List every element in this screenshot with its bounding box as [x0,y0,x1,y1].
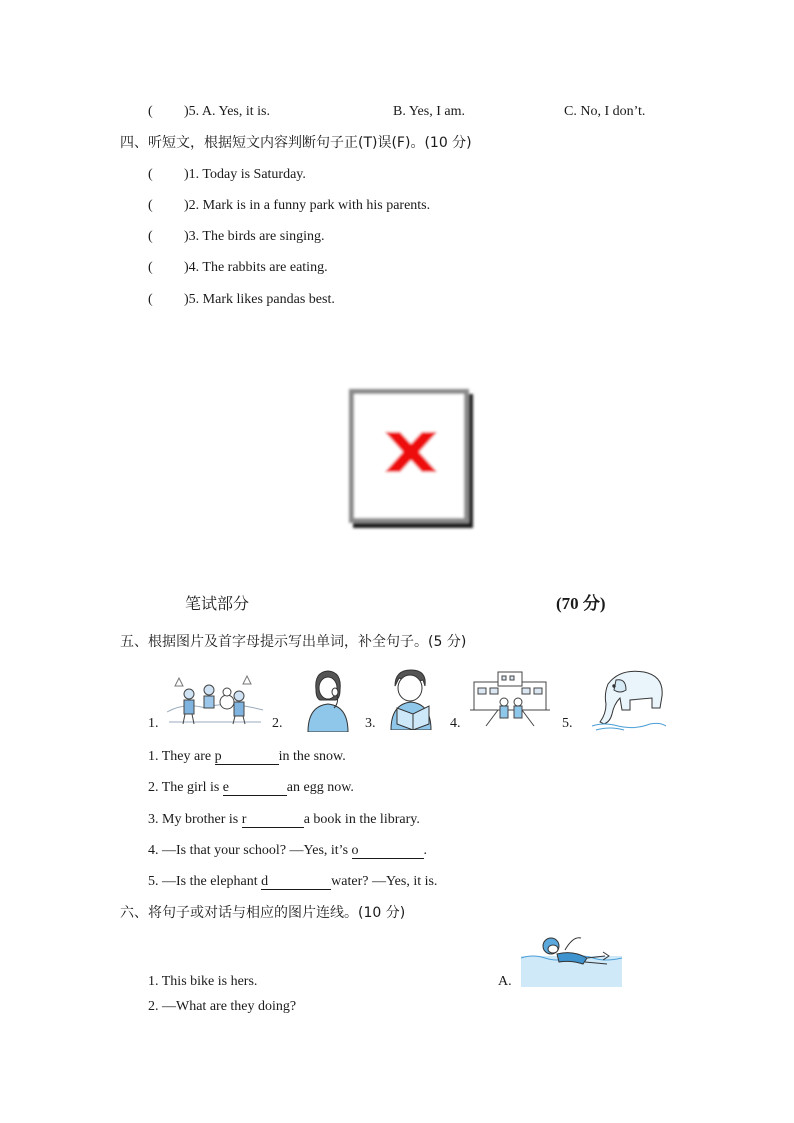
hint-letter: o [351,843,359,858]
answer-paren: ( [148,167,153,182]
picture-label: 1. [148,716,159,731]
sentence-text: an egg now. [286,780,354,795]
answer-blank[interactable] [223,781,287,796]
section-4-item [148,259,328,277]
section-4-item [148,228,325,246]
sentence-text: 4. —Is that your school? —Yes, it’s [148,843,352,858]
sentence-text: water? —Yes, it is. [331,874,438,889]
option-a: )5. A. Yes, it is. [184,104,270,119]
hint-letter: p [214,749,222,764]
option-b: B. Yes, I am. [393,104,465,119]
picture-label: 2. [272,716,283,731]
matching-item: 1. This bike is hers. [148,974,258,989]
answer-blank[interactable] [352,844,424,859]
elephant-drinking-picture [590,664,666,732]
sentence-text: 5. —Is the elephant [148,874,262,889]
hint-letter: e [222,780,230,795]
broken-image-icon [345,384,477,532]
written-part-title: 笔试部分 [185,594,250,613]
item-text: )1. Today is Saturday. [184,167,306,182]
section-4-item [148,291,335,309]
matching-item: 2. —What are they doing? [148,999,297,1014]
picture-label: 3. [365,716,376,731]
fill-blank-sentence [148,842,427,860]
hint-letter: d [261,874,269,889]
kids-playing-snow-picture [165,672,265,730]
section-4-item [148,197,430,215]
sentence-text: in the snow. [278,749,346,764]
answer-paren: ( [148,292,153,307]
girl-eating-picture [300,668,356,732]
written-part-score: (70 分) [556,594,606,613]
picture-label: 5. [562,716,573,731]
hint-letter: r [241,812,247,827]
swimming-picture [521,932,622,987]
section-4-item [148,166,306,184]
sentence-text: 2. The girl is [148,780,223,795]
section-5-heading: 五、根据图片及首字母提示写出单词，补全句子。(5 分) [120,634,467,650]
sentence-text: 3. My brother is [148,812,242,827]
item-text: )2. Mark is in a funny park with his parents. [184,198,431,213]
fill-blank-sentence [148,748,346,766]
section-6-heading: 六、将句子或对话与相应的图片连线。(10 分) [120,905,406,921]
school-picture [470,668,550,728]
fill-blank-sentence [148,811,420,829]
option-c: C. No, I don’t. [564,104,646,119]
sentence-text: a book in the library. [303,812,420,827]
fill-blank-sentence [148,873,437,891]
answer-paren: ( [148,260,153,275]
answer-paren: ( [148,229,153,244]
option-a-label: A. [498,974,512,989]
section-4-heading: 四、听短文，根据短文内容判断句子正(T)误(F)。(10 分) [120,135,472,151]
question-3-5 [148,103,270,121]
answer-paren: ( [148,104,153,119]
item-text: )4. The rabbits are eating. [184,260,328,275]
item-text: )3. The birds are singing. [184,229,325,244]
item-text: )5. Mark likes pandas best. [184,292,335,307]
answer-blank[interactable] [261,875,331,890]
answer-paren: ( [148,198,153,213]
boy-reading-picture [387,668,437,730]
fill-blank-sentence [148,779,354,797]
sentence-text: 1. They are [148,749,215,764]
answer-blank[interactable] [215,750,279,765]
sentence-text: . [423,843,428,858]
picture-label: 4. [450,716,461,731]
answer-blank[interactable] [242,813,304,828]
